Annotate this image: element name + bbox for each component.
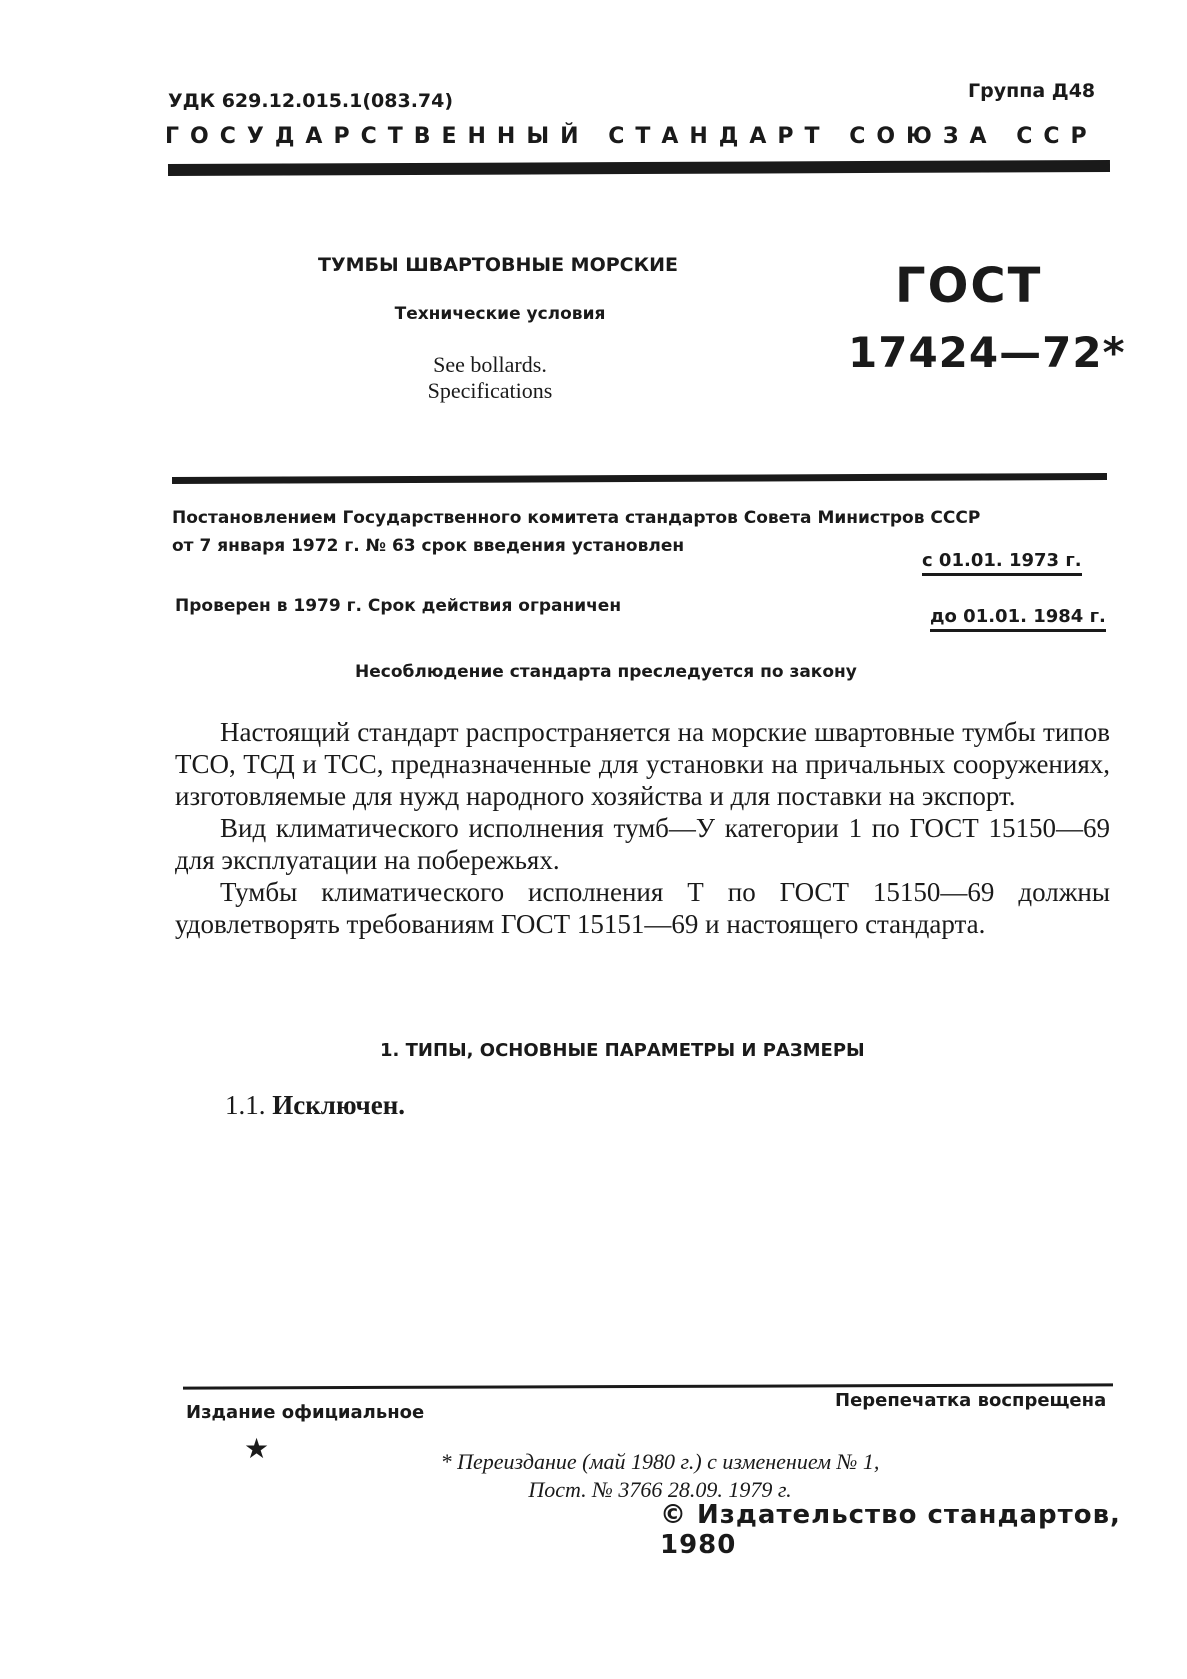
clause-1-1 [225, 1090, 405, 1121]
document-subtitle-ru: Технические условия [394, 304, 606, 324]
clause-number: 1.1. [225, 1090, 266, 1120]
checked-note: Проверен в 1979 г. Срок действия ограничен [175, 596, 622, 616]
reprint-prohibited: Перепечатка воспрещена [835, 1390, 1107, 1411]
title-en-line-2: Specifications [427, 378, 553, 403]
middle-rule [172, 473, 1107, 484]
top-rule [168, 160, 1110, 176]
expiry-date: до 01.01. 1984 г. [930, 606, 1106, 632]
reissue-line-1: * Переиздание (май 1980 г.) с изменением № 1, [440, 1449, 880, 1474]
reissue-line-2: Пост. № 3766 28.09. 1979 г. [528, 1477, 792, 1502]
publisher: © Издательство стандартов, 1980 [660, 1500, 1121, 1560]
gost-number: 17424—72* [848, 328, 1126, 377]
gost-label: ГОСТ [895, 258, 1043, 314]
decree-line-2: от 7 января 1972 г. № 63 срок введения установлен [172, 536, 685, 556]
clause-text: Исключен. [272, 1090, 406, 1120]
document-title-ru: ТУМБЫ ШВАРТОВНЫЕ МОРСКИЕ [318, 254, 678, 276]
legal-warning: Несоблюдение стандарта преследуется по закону [355, 662, 857, 682]
group-code: Группа Д48 [968, 80, 1096, 102]
organization-title: ГОСУДАРСТВЕННЫЙ СТАНДАРТ СОЮЗА ССР [165, 124, 1098, 149]
body-paragraph-1: Настоящий стандарт распространяется на морские швартовные тумбы типов ТСО, ТСД и ТСС, предназначенные для установки на причальных сооружениях, изготовляемые для нужд народного хозяйства и для поставки на экспорт. [175, 717, 1110, 811]
section-title: 1. ТИПЫ, ОСНОВНЫЕ ПАРАМЕТРЫ И РАЗМЕРЫ [380, 1040, 865, 1061]
decree-line-1: Постановлением Государственного комитета стандартов Совета Министров СССР [172, 508, 981, 528]
body-text [175, 716, 1110, 940]
introduction-date: с 01.01. 1973 г. [922, 550, 1082, 576]
official-edition: Издание официальное [186, 1402, 425, 1423]
body-paragraph-3: Тумбы климатического исполнения Т по ГОСТ 15150—69 должны удовлетворять требованиям ГОСТ 15151—69 и настоящего стандарта. [175, 877, 1110, 939]
bottom-rule [183, 1383, 1113, 1389]
title-en-line-1: See bollards. [433, 352, 547, 377]
document-title-en [390, 352, 590, 404]
star-icon: ★ [244, 1433, 270, 1464]
reissue-note [380, 1448, 940, 1504]
udk-code: УДК 629.12.015.1(083.74) [168, 90, 454, 112]
body-paragraph-2: Вид климатического исполнения тумб—У категории 1 по ГОСТ 15150—69 для эксплуатации на побережьях. [175, 813, 1110, 875]
